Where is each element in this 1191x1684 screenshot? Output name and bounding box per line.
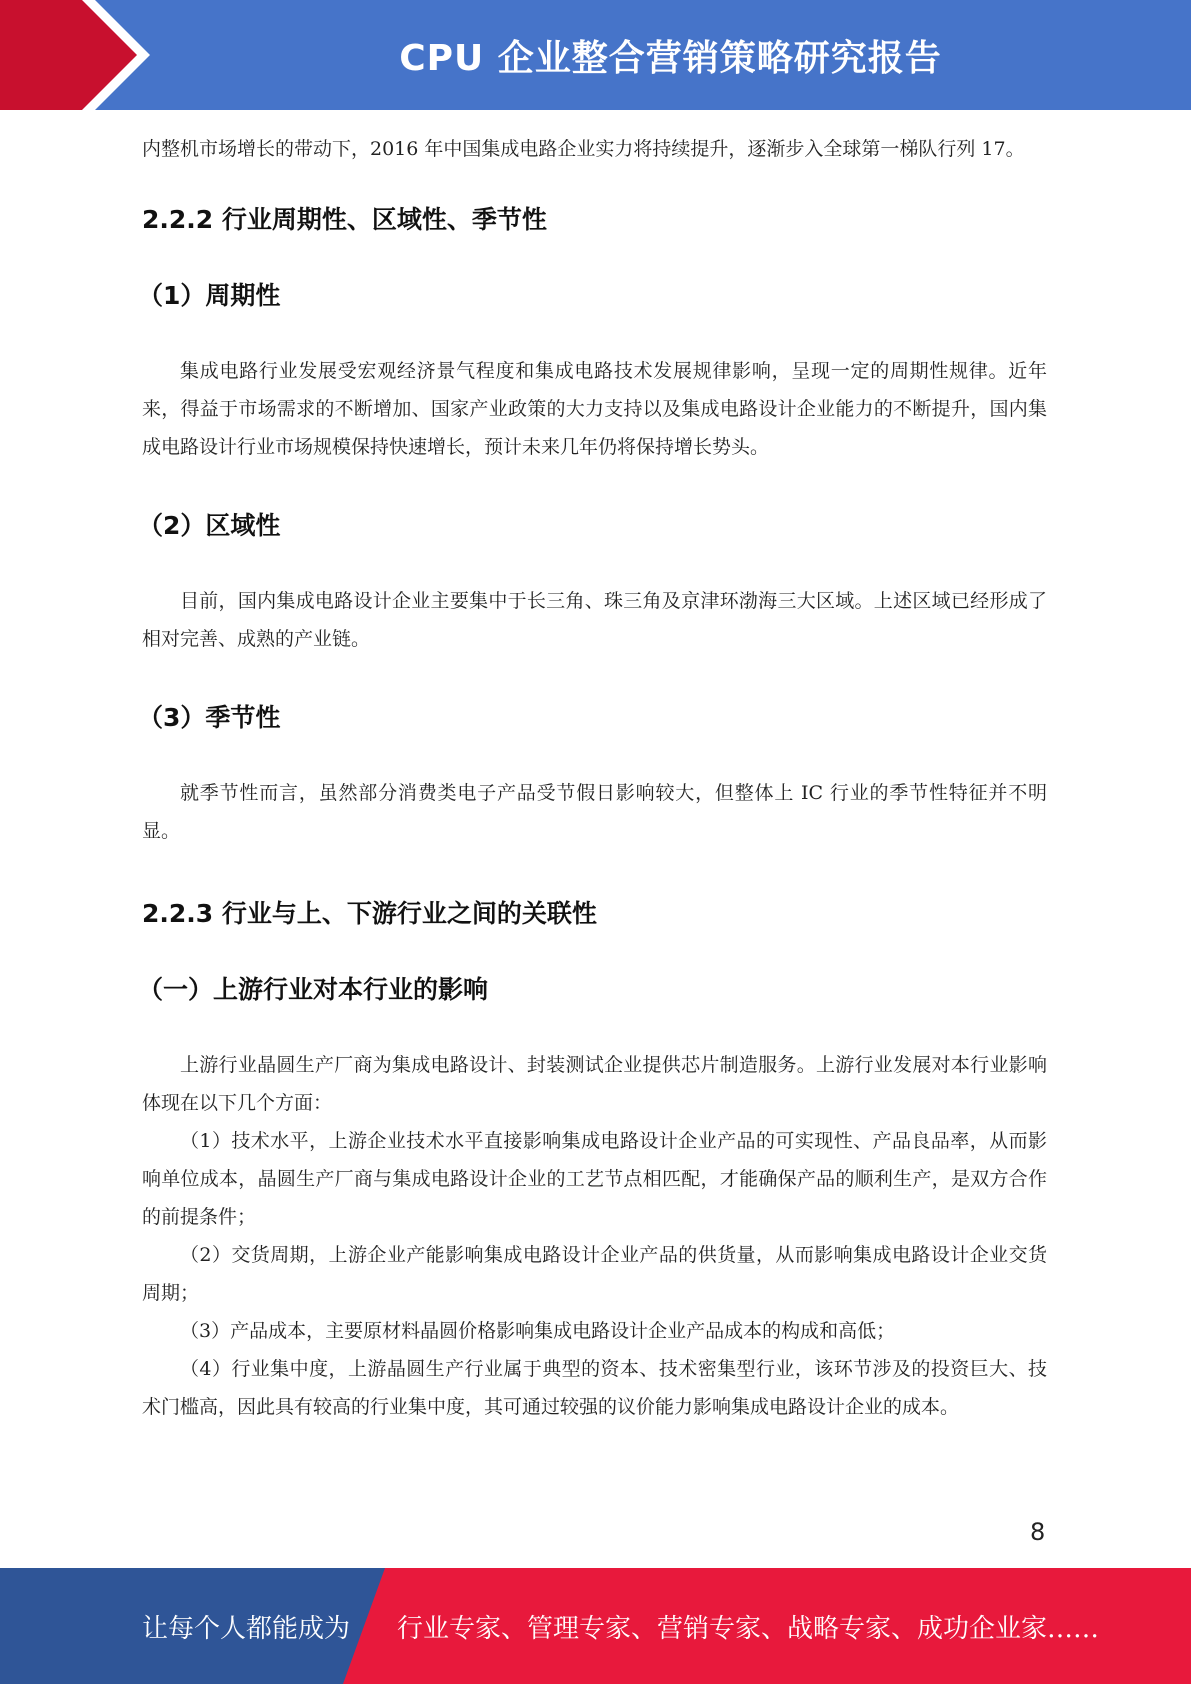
subheading-regionality: （2）区域性: [138, 511, 281, 540]
page-content: [138, 130, 1047, 1426]
footer-slogan-right: 行业专家、管理专家、营销专家、战略专家、成功企业家……: [397, 1613, 1100, 1644]
intro-paragraph: 内整机市场增长的带动下，2016 年中国集成电路企业实力将持续提升，逐渐步入全球第一梯队行列 17。: [142, 138, 1025, 160]
header-arrow-decoration: [0, 0, 160, 110]
subheading-seasonality: （3）季节性: [138, 703, 281, 732]
section-heading-2-2-2: 2.2.2 行业周期性、区域性、季节性: [142, 205, 547, 234]
list-item-delivery-cycle: （2）交货周期，上游企业产能影响集成电路设计企业产品的供货量，从而影响集成电路设计企业交货周期；: [142, 1244, 1047, 1304]
list-item-product-cost: （3）产品成本，主要原材料晶圆价格影响集成电路设计企业产品成本的构成和高低；: [180, 1320, 896, 1342]
footer-slogan-left: 让每个人都能成为: [142, 1613, 351, 1644]
subheading-upstream-impact: （一）上游行业对本行业的影响: [138, 975, 489, 1004]
report-footer: [0, 1568, 1191, 1684]
paragraph-upstream-intro: 上游行业晶圆生产厂商为集成电路设计、封装测试企业提供芯片制造服务。上游行业发展对本行业影响体现在以下几个方面：: [142, 1054, 1047, 1114]
paragraph-regionality: 目前，国内集成电路设计企业主要集中于长三角、珠三角及京津环渤海三大区域。上述区域已经形成了相对完善、成熟的产业链。: [142, 590, 1047, 650]
section-heading-2-2-3: 2.2.3 行业与上、下游行业之间的关联性: [142, 899, 597, 928]
paragraph-periodicity: 集成电路行业发展受宏观经济景气程度和集成电路技术发展规律影响，呈现一定的周期性规律。近年来，得益于市场需求的不断增加、国家产业政策的大力支持以及集成电路设计企业能力的不断提升，国内集成电路设计行业市场规模保持快速增长，预计未来几年仍将保持增长势头。: [142, 360, 1047, 458]
list-item-industry-concentration: （4）行业集中度，上游晶圆生产行业属于典型的资本、技术密集型行业，该环节涉及的投资巨大、技术门槛高，因此具有较高的行业集中度，其可通过较强的议价能力影响集成电路设计企业的成本。: [142, 1358, 1047, 1418]
report-header: [0, 0, 1191, 110]
paragraph-seasonality: 就季节性而言，虽然部分消费类电子产品受节假日影响较大，但整体上 IC 行业的季节性特征并不明显。: [142, 782, 1047, 842]
list-item-technology-level: （1）技术水平，上游企业技术水平直接影响集成电路设计企业产品的可实现性、产品良品率，从而影响单位成本，晶圆生产厂商与集成电路设计企业的工艺节点相匹配，才能确保产品的顺利生产，是双方合作的前提条件；: [142, 1130, 1047, 1228]
subheading-periodicity: （1）周期性: [138, 281, 281, 310]
report-title: CPU 企业整合营销策略研究报告: [399, 37, 942, 79]
page-number: 8: [1030, 1518, 1046, 1546]
